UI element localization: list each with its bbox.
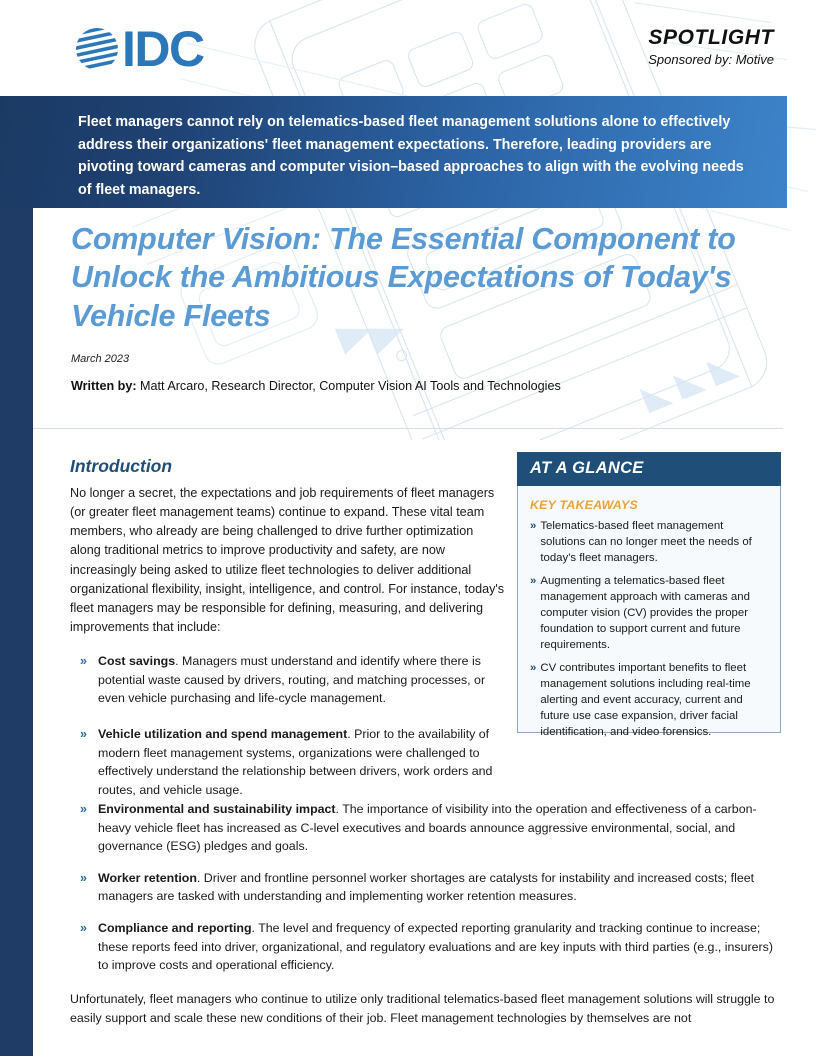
author-line bbox=[33, 365, 816, 393]
list-item bbox=[70, 869, 782, 906]
list-item bbox=[70, 652, 510, 708]
list-item bbox=[530, 661, 768, 741]
at-a-glance-box bbox=[517, 452, 781, 738]
list-item-body: . Managers must understand and identify where there is potential waste caused by drivers, routing, and matching processes, or even vehicle purchasing and life-cycle management. bbox=[98, 654, 486, 706]
list-item-text bbox=[98, 869, 782, 906]
chevron-bullet-icon: » bbox=[80, 802, 87, 816]
chevron-bullet-icon: » bbox=[530, 574, 537, 587]
globe-icon bbox=[70, 22, 124, 76]
list-item-body: . The level and frequency of expected reporting granularity and tracking continue to increase; these reports feed into driver, organizational, and regulatory evaluations and are key inputs with third parties (e.g., insurers) to improve costs and operational efficiency. bbox=[98, 921, 773, 973]
callout-banner bbox=[0, 96, 787, 208]
at-a-glance-body bbox=[517, 486, 781, 738]
list-item-text: Telematics-based fleet management solutions can no longer meet the needs of today's fleet managers. bbox=[540, 520, 752, 564]
list-item-text: Augmenting a telematics-based fleet management approach with cameras and computer vision (CV) provides the proper foundation to support current and future requirements. bbox=[540, 574, 750, 651]
list-item-text bbox=[98, 919, 782, 975]
list-item-body: . Driver and frontline personnel worker shortages are catalysts for instability and increased costs; fleet managers are tasked with understanding and implementing worker retention measures. bbox=[98, 870, 755, 904]
spotlight-label: SPOTLIGHT bbox=[648, 26, 774, 49]
list-item-text bbox=[98, 652, 510, 708]
key-takeaways-heading: KEY TAKEAWAYS bbox=[530, 498, 638, 512]
left-navy-rail bbox=[0, 96, 33, 1056]
list-item-body: . The importance of visibility into the operation and effectiveness of a carbon-heavy vehicle fleet has increased as C-level executives and boards announce aggressive environmental, social, and governance (ESG) pledges and goals. bbox=[98, 802, 757, 854]
list-item bbox=[530, 519, 768, 567]
bullet-list-narrow bbox=[70, 652, 510, 721]
callout-banner-text: Fleet managers cannot rely on telematics-based fleet management solutions alone to effectively address their organizations' fleet management expectations. Therefore, leading providers are pivoting toward cameras and computer vision–based approaches to align with the evolving needs of fleet managers. bbox=[78, 114, 744, 198]
list-item bbox=[70, 919, 782, 975]
header-divider bbox=[33, 428, 783, 429]
introduction-paragraph: No longer a secret, the expectations and job requirements of fleet managers (or greater fleet management teams) continue to expand. These vital team members, who already are being challenged to drive further optimization along traditional metrics to improve productivity and safety, are now increasingly being asked to utilize fleet technologies to deliver additional organizational flexibility, insight, intelligence, and control. For instance, today's fleet managers may be responsible for defining, measuring, and delivering improvements that include: bbox=[70, 486, 505, 634]
list-item bbox=[70, 800, 782, 856]
chevron-bullet-icon: » bbox=[530, 661, 537, 674]
list-item-body: . Prior to the availability of modern fleet management systems, organizations were challenged to effectively understand the relationship between drivers, work orders and routes, and vehicle usage. bbox=[98, 727, 493, 797]
list-item-term: Environmental and sustainability impact bbox=[98, 802, 336, 816]
title-block bbox=[33, 208, 816, 393]
list-item bbox=[530, 574, 768, 654]
section-heading-introduction: Introduction bbox=[70, 456, 173, 476]
chevron-bullet-icon: » bbox=[530, 520, 537, 532]
list-item-text bbox=[98, 800, 782, 856]
idc-logo-text: IDC bbox=[122, 21, 204, 77]
list-item-term: Worker retention bbox=[98, 870, 197, 885]
publication-date: March 2023 bbox=[71, 353, 130, 366]
list-item-text: CV contributes important benefits to fleet management solutions including real-time alerting and event accuracy, current and future use case expansion, driver facial identification, and video forensics. bbox=[540, 661, 751, 738]
at-a-glance-heading: AT A GLANCE bbox=[517, 452, 781, 486]
idc-logo bbox=[70, 22, 204, 76]
list-item bbox=[70, 725, 518, 799]
list-item-term: Vehicle utilization and spend management bbox=[98, 727, 348, 741]
author-name: Matt Arcaro, Research Director, Computer Vision AI Tools and Technologies bbox=[136, 379, 561, 394]
author-label: Written by: bbox=[71, 379, 137, 394]
chevron-bullet-icon: » bbox=[80, 870, 87, 885]
list-item-term: Cost savings bbox=[98, 654, 176, 668]
document-header bbox=[0, 0, 816, 96]
bullet-list-wide bbox=[70, 800, 782, 988]
sponsored-by-label: Sponsored by: Motive bbox=[648, 52, 774, 68]
list-item-term: Compliance and reporting bbox=[98, 921, 252, 936]
chevron-bullet-icon: » bbox=[80, 654, 87, 668]
chevron-bullet-icon: » bbox=[80, 921, 87, 936]
chevron-bullet-icon: » bbox=[80, 727, 87, 741]
header-right-block bbox=[648, 26, 774, 67]
closing-paragraph: Unfortunately, fleet managers who continue to utilize only traditional telematics-based fleet management solutions will struggle to easily support and scale these new conditions of their job. Fleet management technologies by themselves are not bbox=[70, 992, 775, 1025]
page-title: Computer Vision: The Essential Component to Unlock the Ambitious Expectations of Today's Vehicle Fleets bbox=[71, 222, 736, 333]
list-item-text bbox=[98, 725, 518, 799]
